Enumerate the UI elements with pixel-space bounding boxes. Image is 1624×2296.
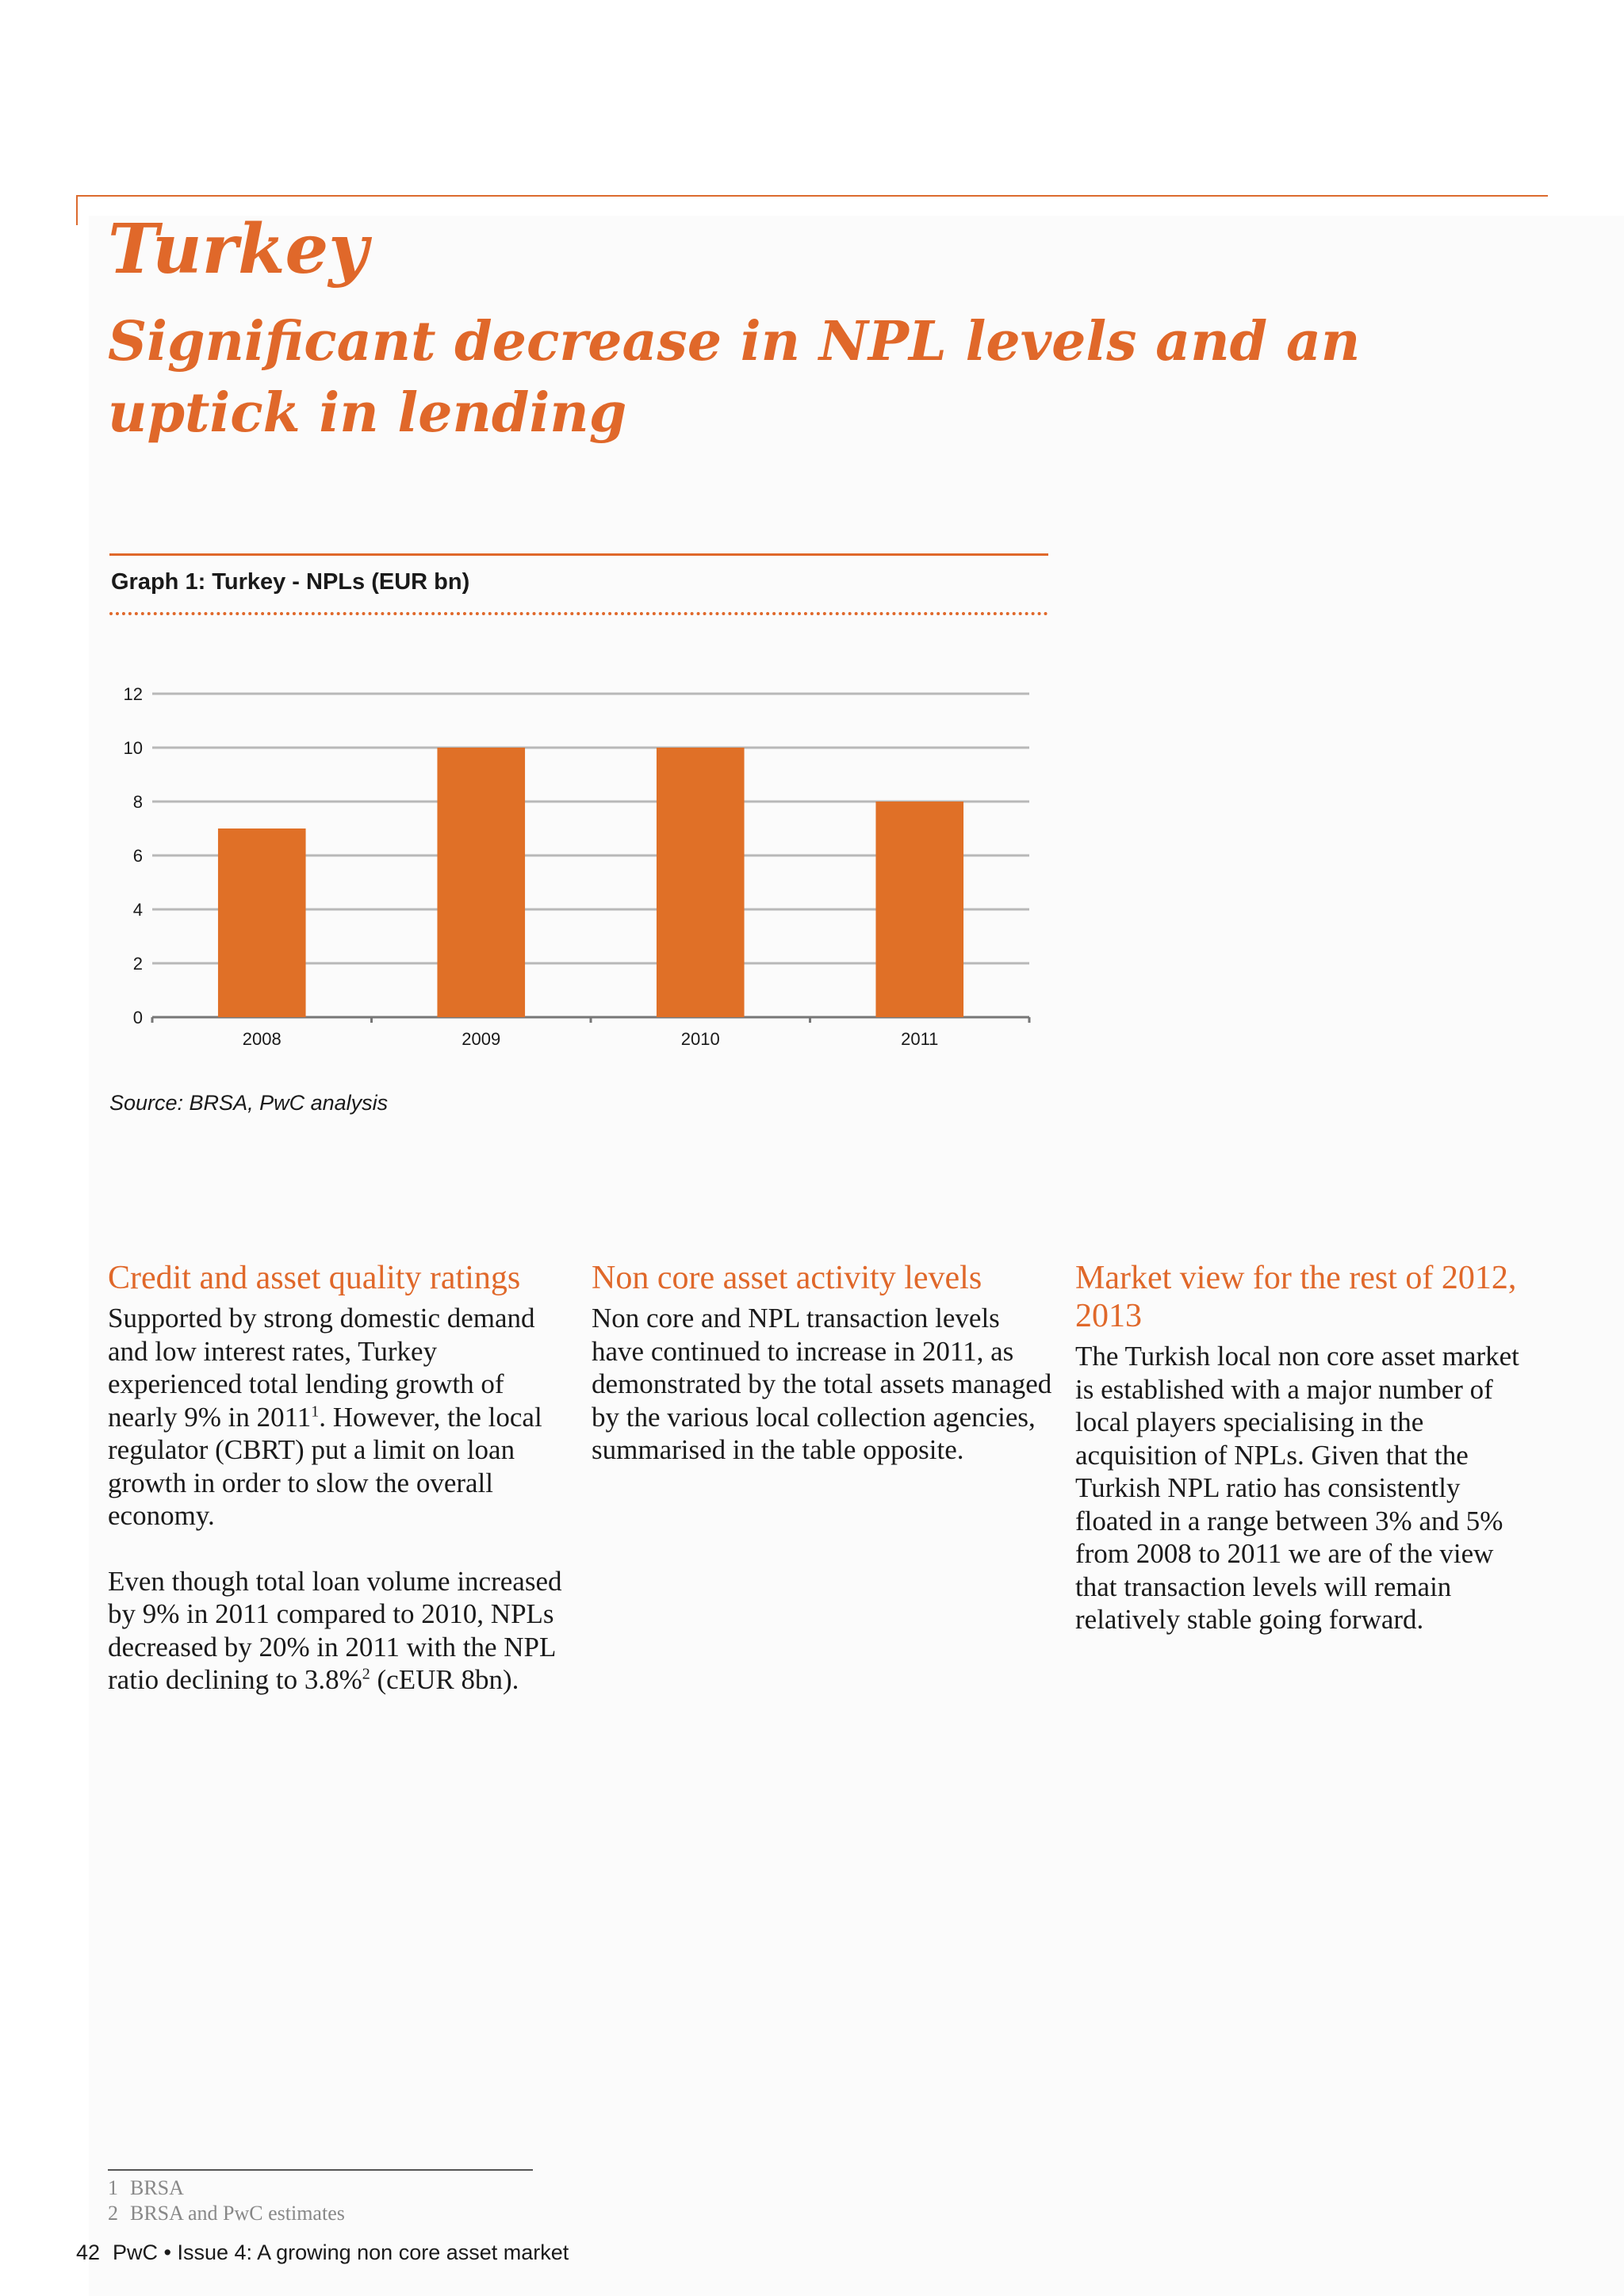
bar-2009 bbox=[437, 748, 525, 1017]
graph-top-rule bbox=[109, 553, 1048, 556]
graph-dotted-rule bbox=[109, 612, 1048, 615]
chart-source: Source: BRSA, PwC analysis bbox=[109, 1091, 389, 1115]
page-number: 42 bbox=[76, 2241, 101, 2264]
bar-2010 bbox=[657, 748, 745, 1017]
footnote-ref-1: 1 bbox=[311, 1402, 320, 1420]
footnote-rule bbox=[108, 2169, 533, 2171]
graph-title: Graph 1: Turkey - NPLs (EUR bn) bbox=[111, 569, 470, 595]
market-view-paragraph: The Turkish local non core asset market is established with a major number of local players specialising in the acquisition of NPLs. Given that the Turkish NPL ratio has consistently floated in a range between 3% and 5% from 2008 to 2011 we are of the view that transaction levels will remain relatively stable going forward. bbox=[1075, 1341, 1519, 1635]
y-tick-label-10: 10 bbox=[123, 738, 143, 758]
page-title: Turkey bbox=[108, 209, 369, 289]
bar-2011 bbox=[875, 802, 963, 1017]
credit-quality-heading: Credit and asset quality ratings bbox=[108, 1260, 521, 1296]
y-tick-label-2: 2 bbox=[132, 954, 143, 974]
x-tick-label-2010: 2010 bbox=[680, 1029, 720, 1049]
footnotes bbox=[108, 2175, 345, 2226]
x-tick-label-2009: 2009 bbox=[462, 1029, 501, 1049]
npl-bar-chart bbox=[103, 666, 1047, 1062]
non-core-activity-heading: Non core asset activity levels bbox=[592, 1260, 982, 1296]
page-subtitle: Significant decrease in NPL levels and an uptick in lending bbox=[108, 310, 1361, 445]
y-tick-label-0: 0 bbox=[132, 1008, 143, 1027]
y-tick-label-8: 8 bbox=[132, 792, 143, 812]
y-tick-label-12: 12 bbox=[123, 684, 143, 704]
page-footer bbox=[76, 2241, 569, 2265]
footer-text: PwC • Issue 4: A growing non core asset market bbox=[113, 2241, 569, 2264]
x-tick-label-2011: 2011 bbox=[901, 1029, 939, 1049]
footnote-2: 2 BRSA and PwC estimates bbox=[108, 2202, 345, 2225]
bar-2008 bbox=[218, 828, 306, 1017]
y-tick-label-4: 4 bbox=[132, 900, 143, 920]
column-non-core-activity bbox=[592, 1259, 1055, 1467]
column-credit-quality bbox=[108, 1259, 568, 1697]
footnote-ref-2: 2 bbox=[362, 1665, 370, 1683]
top-rule bbox=[76, 195, 1548, 197]
market-view-heading: Market view for the rest of 2012, 2013 bbox=[1075, 1260, 1517, 1334]
non-core-activity-paragraph: Non core and NPL transaction levels have continued to increase in 2011, as demonstrated by the total assets managed by the various local collection agencies, summarised in the table opposite. bbox=[592, 1303, 1052, 1465]
credit-quality-paragraph-2: Even though total loan volume increased by 9% in 2011 compared to 2010, NPLs decreased by 20% in 2011 with the NPL ratio declining to 3.8%$^2$ (cEUR 8bn). bbox=[108, 1565, 562, 1695]
top-corner-tick bbox=[76, 195, 78, 225]
footnote-1: 1 BRSA bbox=[108, 2176, 184, 2199]
page-background-panel bbox=[89, 216, 1624, 2296]
x-tick-label-2008: 2008 bbox=[242, 1029, 282, 1049]
credit-quality-paragraph-1: Supported by strong domestic demand and low interest rates, Turkey experienced total lending growth of nearly 9% in 2011$^1$. However, the local regulator (CBRT) put a limit on loan growth in order to slow the overall economy. bbox=[108, 1303, 542, 1531]
column-market-view bbox=[1075, 1259, 1537, 1636]
y-tick-label-6: 6 bbox=[132, 846, 143, 866]
